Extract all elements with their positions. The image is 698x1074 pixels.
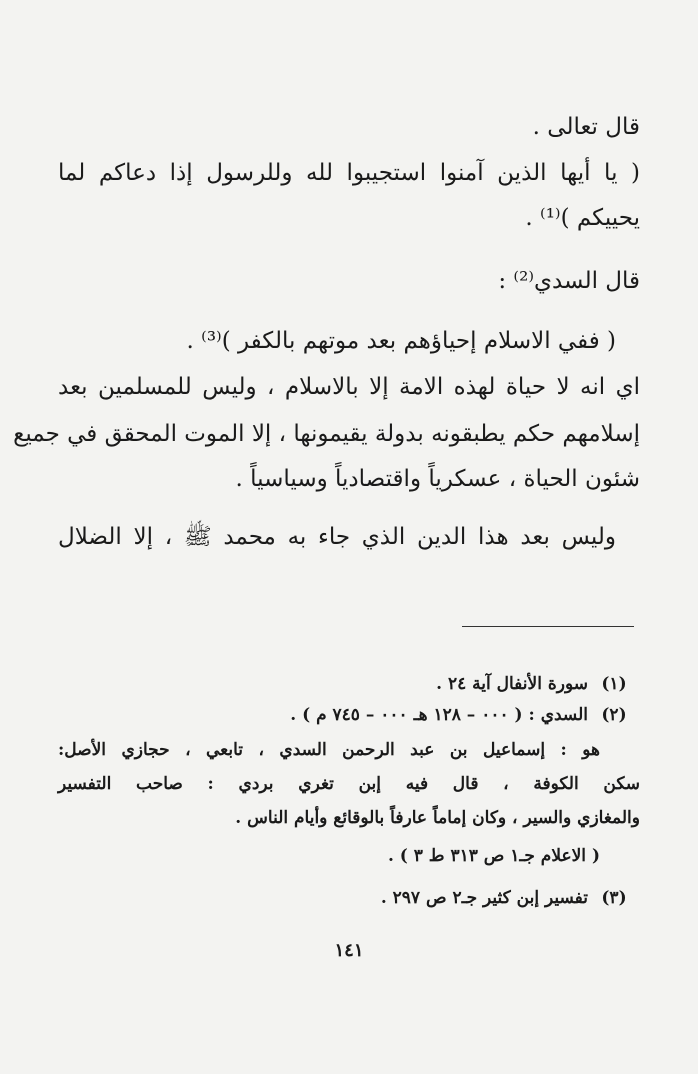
- text-line-verse-1: ( يا أيها الذين آمنوا استجيبوا لله وللرسول إذا دعاكم لما: [58, 160, 640, 186]
- page-number: ١٤١: [334, 940, 364, 961]
- footnote-text: سورة الأنفال آية ٢٤ .: [436, 674, 588, 694]
- text-line-quote-intro: قال تعالى .: [532, 114, 640, 140]
- text-line-paragraph-2: إسلامهم حكم يطبقونه بدولة يقيمونها ، إلا الموت المحقق في جميع: [13, 421, 640, 447]
- footnote-number: (١): [601, 674, 627, 694]
- text-line-paragraph-1: اي انه لا حياة لهذه الامة إلا بالاسلام ، وليس للمسلمين بعد: [58, 374, 640, 400]
- text-line-verse-2: يحييكم )⁽¹⁾ .: [525, 205, 640, 231]
- footnote-text: سكن الكوفة ، قال فيه إبن تغري بردي : صاحب التفسير: [58, 774, 640, 794]
- text-line-suddi-quote: ( ففي الاسلام إحياؤهم بعد موتهم بالكفر )⁽³⁾ .: [186, 328, 616, 354]
- footnote-text: ( الاعلام جـ١ ص ٣١٣ ط ٣ ) .: [387, 846, 600, 866]
- text-line-suddi-intro: قال السدي⁽²⁾ :: [498, 268, 640, 294]
- footnote-divider: [462, 626, 634, 627]
- text-line-paragraph-3: شئون الحياة ، عسكرياً واقتصادياً وسياسياً .: [235, 466, 640, 492]
- footnote-text: السدي : ( ٠٠٠ – ١٢٨ هـ ٠٠٠ – ٧٤٥ م ) .: [290, 705, 588, 725]
- footnote-text: هو : إسماعيل بن عبد الرحمن السدي ، تابعي ، حجازي الأصل:: [58, 740, 600, 760]
- footnote-number: (٣): [601, 888, 627, 908]
- text-line-paragraph-4: وليس بعد هذا الدين الذي جاء به محمد ﷺ ، إلا الضلال: [58, 524, 616, 550]
- footnote-text: والمغازي والسير ، وكان إماماً عارفاً بالوقائع وأيام الناس .: [235, 808, 640, 828]
- footnote-text: تفسير إبن كثير جـ٢ ص ٢٩٧ .: [380, 888, 588, 908]
- footnote-number: (٢): [601, 705, 627, 725]
